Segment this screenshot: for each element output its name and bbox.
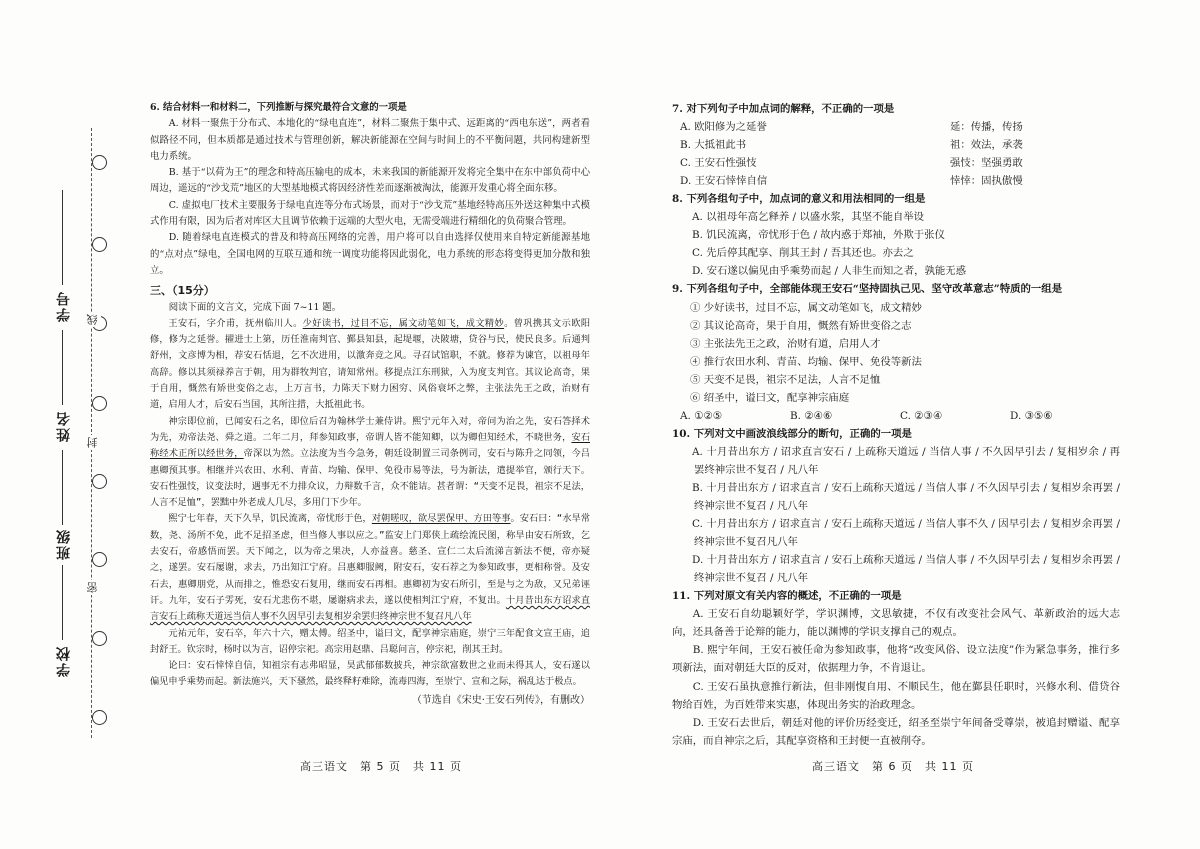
punch-hole bbox=[92, 552, 107, 567]
question-9-choice-d: D. ③⑤⑥ bbox=[1010, 409, 1053, 422]
option-gloss: 延：传播，传扬 bbox=[950, 121, 1023, 134]
underlined-sentence: 安石称经术正所以经世务， bbox=[150, 431, 591, 460]
option-gloss: 祖：效法，承袭 bbox=[950, 139, 1023, 152]
underlined-sentence: 少好读书，过目不忘，属文动笔如飞，成文精妙 bbox=[302, 317, 505, 329]
passage-text: 。安石曰：“水旱常数，尧、汤所不免，此不足招圣虑，但当修人事以应之。”监安上门郑侠上疏绘流民图，称旱由安石所致，乞去安石，帝感悟而罢。天下闻之，以为帝之果决，人亦益喜。慈圣、宣仁二太后流涕言新法不便，帝亦疑之，遂罢。安石屡谢，求去，乃出知江宁府。吕惠卿服阙，附安石，安石荐之为参知政事，更相称誉。及安石去，惠卿朋党，从而排之，惟恐安石复用，继而安石再相。惠卿初为安石所引，至是与之为敌，又兄弟诬讦。九年，安石子雱死，安石尤悲伤不堪，屡谢病求去，遂以使相判江宁府，不复出。 bbox=[150, 513, 591, 606]
question-8: 8. 下列各组句子中，加点词的意义和用法相同的一组是 bbox=[672, 193, 926, 206]
option-sentence: B. 大抵祖此书 bbox=[680, 139, 747, 152]
question-7-option-b bbox=[672, 136, 1120, 154]
seal-word-mi: 密 bbox=[86, 582, 99, 593]
question-8-option-b: B. 饥民流离，帝忧形于色 / 故内惑于郑袖，外欺于张仪 bbox=[692, 229, 945, 242]
passage-text: 王安石，字介甫，抚州临川人。 bbox=[168, 317, 303, 329]
question-9-item: ③ 主张法先王之政，治财有道，启用人才 bbox=[690, 337, 881, 350]
student-name-line bbox=[62, 330, 63, 405]
passage-paragraph-5: 论曰：安石悻悻自信，知祖宗有志弗昭显，昊武郁郁数披兵，神宗欲富数世之业而未得其人，安石遂以偏见申乎乘势而起。新法施兴，天下骚然，最终释籽难除，流毒四海，至崇宁、宣和之际，祸乱达于极点。 bbox=[150, 660, 590, 688]
question-6-option-b: B. 基于“以荷为王”的理念和特高压输电的成本，未来我国的新能源开发将完全集中在东中部负荷中心周边，遥远的“沙戈荒”地区的大型基地模式将因经济性差而逐渐被淘汰，能源开发重心将全面东移。 bbox=[150, 167, 590, 195]
classical-passage bbox=[150, 316, 590, 691]
question-9-choice-c: C. ②③④ bbox=[900, 409, 943, 422]
option-gloss: 悻悻：固执傲慢 bbox=[950, 175, 1023, 188]
question-11-option-a: A. 王安石自幼聪颖好学，学识渊博，文思敏捷，不仅有改变社会风气、革新政治的远大志向，还具备善于论辩的能力，能以渊博的学识支撑自己的观点。 bbox=[672, 608, 1120, 639]
question-11-option-d: D. 王安石去世后，朝廷对他的评价历经变迁，绍圣至崇宁年间备受尊崇，被追封赠谥、配享宗庙，而自神宗之后，其配享资格和王封便一直被削夺。 bbox=[672, 716, 1120, 747]
option-gloss: 强忮：坚强勇敢 bbox=[950, 157, 1023, 170]
class-label: 班级 bbox=[56, 528, 72, 560]
question-10: 10. 下列对文中画波浪线部分的断句，正确的一项是 bbox=[672, 427, 912, 440]
student-number-label: 学号 bbox=[56, 290, 72, 322]
question-9-choice-b: B. ②④⑥ bbox=[790, 409, 833, 422]
question-9-choice-a: A. ①②⑤ bbox=[680, 409, 723, 422]
punch-hole bbox=[92, 474, 107, 489]
wavy-underlined-sentence: 十月昔出东方诏求直言安石上疏称天道远当信人事不久因早引去复相岁余罢归终神宗世不复召凡八年 bbox=[150, 594, 591, 623]
question-9-item: ⑤ 天变不足畏，祖宗不足法，人言不足恤 bbox=[690, 373, 881, 386]
seal-word-feng: 封 bbox=[86, 437, 99, 448]
binding-margin bbox=[0, 0, 140, 849]
question-9-item: ④ 推行农田水利、青苗、均输、保甲、免役等新法 bbox=[690, 355, 922, 368]
student-number-line bbox=[62, 190, 63, 285]
left-column bbox=[150, 100, 590, 709]
question-9-item: ⑥ 绍圣中，谥曰文，配享神宗庙庭 bbox=[690, 391, 850, 404]
passage-source: （节选自《宋史·王安石列传》，有删改） bbox=[411, 694, 590, 706]
question-11-option-c: C. 王安石虽执意推行新法，但非刚愎自用、不顺民生，他在鄞县任职时，兴修水利、借贷谷物给百姓，为百姓带来实惠，体现出务实的治政理念。 bbox=[672, 680, 1120, 711]
underlined-sentence: 对朝嗟叹，欲尽罢保甲、方田等事 bbox=[371, 513, 511, 525]
option-sentence: C. 王安石性强忮 bbox=[680, 157, 757, 170]
page-footer-right: 高三语文 第 6 页 共 11 页 bbox=[812, 760, 974, 773]
passage-paragraph-3 bbox=[150, 511, 590, 625]
question-8-option-d: D. 安石遂以偏见由乎乘势而起 / 人非生而知之者，孰能无惑 bbox=[692, 265, 967, 278]
right-column bbox=[672, 100, 1120, 750]
question-6-option-c: C. 虚拟电厂技术主要服务于绿电直连等分布式场景，而对于“沙戈荒”基地经特高压外送这种集中式模式作用有限，因为后者对库区大且调节依赖于远端的大型火电，无需受端进行精细化的负荷聚合管理。 bbox=[150, 199, 590, 228]
page-footer-left: 高三语文 第 5 页 共 11 页 bbox=[300, 760, 462, 773]
school-line bbox=[62, 565, 63, 640]
punch-hole bbox=[92, 396, 107, 411]
punch-hole bbox=[92, 237, 107, 252]
question-7: 7. 对下列句子中加点词的解释，不正确的一项是 bbox=[672, 103, 895, 115]
student-name-label: 姓名 bbox=[56, 410, 72, 442]
section-three-heading: 三、（15分） bbox=[150, 284, 215, 298]
class-line bbox=[62, 450, 63, 525]
question-8-option-c: C. 先后停其配享、削其王封 / 吾其还也。亦去之 bbox=[692, 247, 914, 260]
punch-hole bbox=[92, 710, 107, 725]
question-6-option-a: A. 材料一聚焦于分布式、本地化的“绿电直连”，材料二聚焦于集中式、远距离的“西电东送”，两者看似路径不同，但本质都是通过技术与管理创新，解决新能源在空间与时间上的不平衡问题，共同构建新型电力系统。 bbox=[150, 118, 590, 162]
passage-text: 。曾巩携其文示欧阳修，修为之延誉。擢进士上第，历任淮南判官、鄞县知县，起堤堰，决陂塘，贷谷与民，使民良多。后通判舒州，文彦博为相，荐安石恬退，乞不次进用，以激奔竞之风。寻召试馆职，不就。修荐为谏官，以祖母年高辞。修以其须禄养言于朝，用为群牧判官，请知常州。移提点江东刑狱，入为度支判官。其议论高奇，果于自用，慨然有矫世变俗之志，上万言书，力陈天下财力困穷、风俗衰坏之弊，主张法先王之政，治财有道，启用人才，后安石当国，其所注措，大抵祖此书。 bbox=[150, 317, 591, 411]
question-9-choices bbox=[672, 407, 1120, 425]
passage-text: 神宗即位前，已闻安石之名，即位后召为翰林学士兼侍讲。熙宁元年入对，帝问为治之先，安石答择术为先，劝帝法尧、舜之道。二年二月，拜参知政事，帝谓人皆不能知卿，以为卿但知经术，不晓世务， bbox=[150, 415, 590, 443]
punch-hole bbox=[92, 155, 107, 170]
question-10-option-c: C. 十月昔出东方 / 诏求直言 / 安石上疏称天道远 / 当信人事不久 / 因早引去 / 复相岁余再罢 / 终神宗世不复召凡八年 bbox=[692, 518, 1120, 549]
school-label: 学校 bbox=[56, 645, 72, 677]
punch-hole bbox=[92, 631, 107, 646]
option-sentence: D. 王安石悻悻自信 bbox=[680, 175, 768, 188]
question-9-item: ② 其议论高奇，果于自用，慨然有矫世变俗之志 bbox=[690, 319, 912, 332]
seal-dashed-line bbox=[91, 128, 92, 738]
passage-text: 帝深以为然。立法度为当今急务，朝廷设制置三司条例司，安石与陈升之同领，今吕惠卿预其事。相继并兴农田、水利、青苗、均输、保甲、免役市易等法，号为新法，遣提举官，颁行天下。安石性强忮，议变法时，遇事无不力排众议，力辩数千言，众不能诘。甚者谓：“天变不足畏，祖宗不足法，人言不足恤”，罢黜中外老成人几尽，多用门下少年。 bbox=[150, 448, 590, 509]
question-6: 6. 结合材料一和材料二，下列推断与探究最符合文意的一项是 bbox=[150, 102, 407, 113]
option-sentence: A. 欧阳修为之延誉 bbox=[680, 121, 767, 134]
question-6-option-d: D. 随着绿电直连模式的普及和特高压网络的完善，用户将可以自由选择仅使用来自特定新能源基地的“点对点”绿电，全国电网的互联互通和统一调度功能将因此弱化，电力系统的形态将变得更加分散和独立。 bbox=[150, 232, 590, 276]
seal-word-xian: 线 bbox=[86, 314, 99, 325]
question-9: 9. 下列各组句子中，全部能体现王安石“坚持固执己见、坚守改革意志”特质的一组是 bbox=[672, 283, 1063, 296]
question-11: 11. 下列对原文有关内容的概述，不正确的一项是 bbox=[672, 590, 902, 603]
reading-instructions: 阅读下面的文言文，完成下面 7~11 题。 bbox=[168, 301, 342, 313]
question-10-option-d: D. 十月昔出东方 / 诏求直言 / 安石上疏称天道远 / 当信人事 / 不久因早引去 / 复相岁余再罢 / 终神宗世不复召 / 凡八年 bbox=[692, 554, 1120, 585]
passage-paragraph-4: 元祐元年，安石卒，年六十六，赠太傅。绍圣中，谥曰文，配享神宗庙庭，崇宁三年配食文宣王庙，追封舒王。钦宗时，杨时以为言，诏停宗祀。高宗用赵鼎、吕聪问言，停宗祀，削其王封。 bbox=[150, 627, 590, 655]
question-7-option-a bbox=[672, 118, 1120, 136]
question-10-option-a: A. 十月昔出东方 / 诏求直言安石 / 上疏称天道远 / 当信人事 / 不久因早引去 / 复相岁余 / 再罢终神宗世不复召 / 凡八年 bbox=[692, 445, 1120, 476]
passage-paragraph-1 bbox=[150, 316, 590, 414]
question-11-option-b: B. 熙宁年间，王安石被任命为参知政事，他将“改变风俗、设立法度”作为紧急事务，推行多项新法，面对朝廷大臣的反对，依据理力争，不肯退让。 bbox=[672, 644, 1120, 675]
passage-paragraph-2 bbox=[150, 414, 590, 512]
question-9-item: ① 少好读书，过目不忘，属文动笔如飞，成文精妙 bbox=[690, 301, 922, 314]
question-7-options bbox=[672, 118, 1120, 190]
question-8-option-a: A. 以祖母年高乞释养 / 以盛水浆，其坚不能自举设 bbox=[692, 211, 925, 224]
passage-text: 熙宁七年春，天下久旱，饥民流离，帝忧形于色， bbox=[168, 513, 372, 525]
question-7-option-c bbox=[672, 154, 1120, 172]
question-10-option-b: B. 十月昔出东方 / 诏求直言 / 安石上疏称天道远 / 当信人事 / 不久因早引去 / 复相岁余再罢 / 终神宗世不复召 / 凡八年 bbox=[692, 481, 1120, 513]
question-7-option-d bbox=[672, 172, 1120, 190]
